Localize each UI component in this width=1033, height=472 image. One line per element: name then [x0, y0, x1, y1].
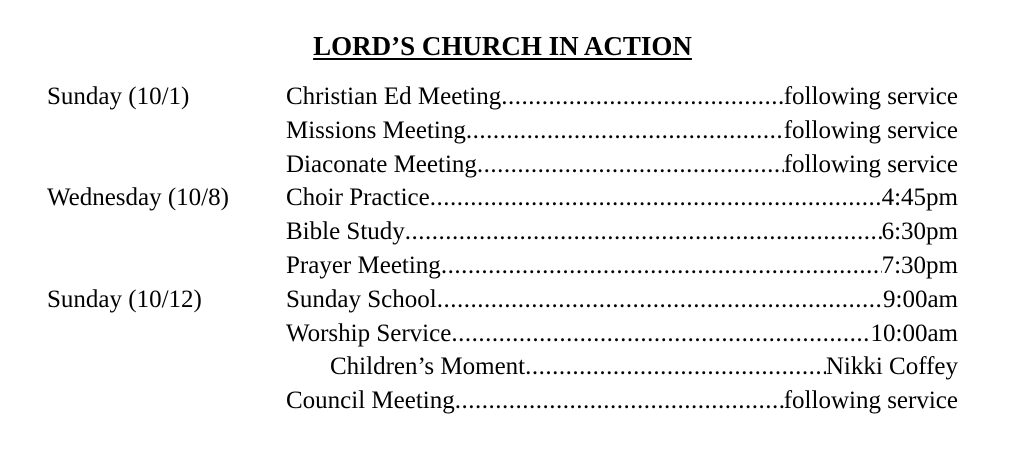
- event-time: 10:00am: [871, 317, 959, 351]
- event-name: Christian Ed Meeting: [286, 80, 501, 114]
- schedule-row: [47, 249, 958, 283]
- event-entry: [286, 114, 958, 148]
- day-label: Sunday (10/1): [47, 83, 190, 110]
- schedule-row: [47, 181, 958, 215]
- schedule-row: [47, 317, 958, 351]
- event-entry: [286, 148, 958, 182]
- event-entry: [286, 215, 958, 249]
- event-name: Missions Meeting: [286, 114, 466, 148]
- event-time: 6:30pm: [882, 215, 958, 249]
- event-time: following service: [784, 148, 958, 182]
- event-name: Diaconate Meeting: [286, 148, 477, 182]
- dot-leader: [525, 350, 826, 384]
- event-time: Nikki Coffey: [826, 350, 958, 384]
- schedule-row: [47, 148, 958, 182]
- event-name: Children’s Moment: [330, 350, 525, 384]
- dot-leader: [405, 215, 882, 249]
- event-time: 4:45pm: [882, 181, 958, 215]
- event-time: 7:30pm: [882, 249, 958, 283]
- event-entry: [286, 384, 958, 418]
- event-name: Worship Service: [286, 317, 451, 351]
- event-name: Choir Practice: [286, 181, 430, 215]
- dot-leader: [477, 148, 784, 182]
- event-name: Council Meeting: [286, 384, 455, 418]
- schedule-row: [47, 80, 958, 114]
- event-entry: [286, 283, 958, 317]
- event-entry: [330, 350, 958, 384]
- event-name: Sunday School: [286, 283, 437, 317]
- dot-leader: [451, 317, 870, 351]
- schedule-row: [47, 350, 958, 384]
- event-entry: [286, 317, 958, 351]
- event-time: following service: [784, 80, 958, 114]
- event-entry: [286, 80, 958, 114]
- event-name: Bible Study: [286, 215, 405, 249]
- event-entry: [286, 249, 958, 283]
- event-time: following service: [784, 114, 958, 148]
- dot-leader: [466, 114, 784, 148]
- dot-leader: [501, 80, 783, 114]
- event-time: 9:00am: [883, 283, 958, 317]
- dot-leader: [437, 283, 883, 317]
- schedule-list: [47, 80, 958, 418]
- day-label: Sunday (10/12): [47, 285, 202, 313]
- schedule-row: [47, 114, 958, 148]
- event-name: Prayer Meeting: [286, 249, 441, 283]
- schedule-row: [47, 215, 958, 249]
- event-entry: [286, 181, 958, 215]
- schedule-row: [47, 283, 958, 317]
- page-title: LORD’S CHURCH IN ACTION: [313, 31, 692, 61]
- schedule-row: [47, 384, 958, 418]
- event-time: following service: [784, 384, 958, 418]
- day-label: Wednesday (10/8): [47, 184, 229, 212]
- dot-leader: [455, 384, 784, 418]
- dot-leader: [430, 181, 882, 215]
- dot-leader: [441, 249, 882, 283]
